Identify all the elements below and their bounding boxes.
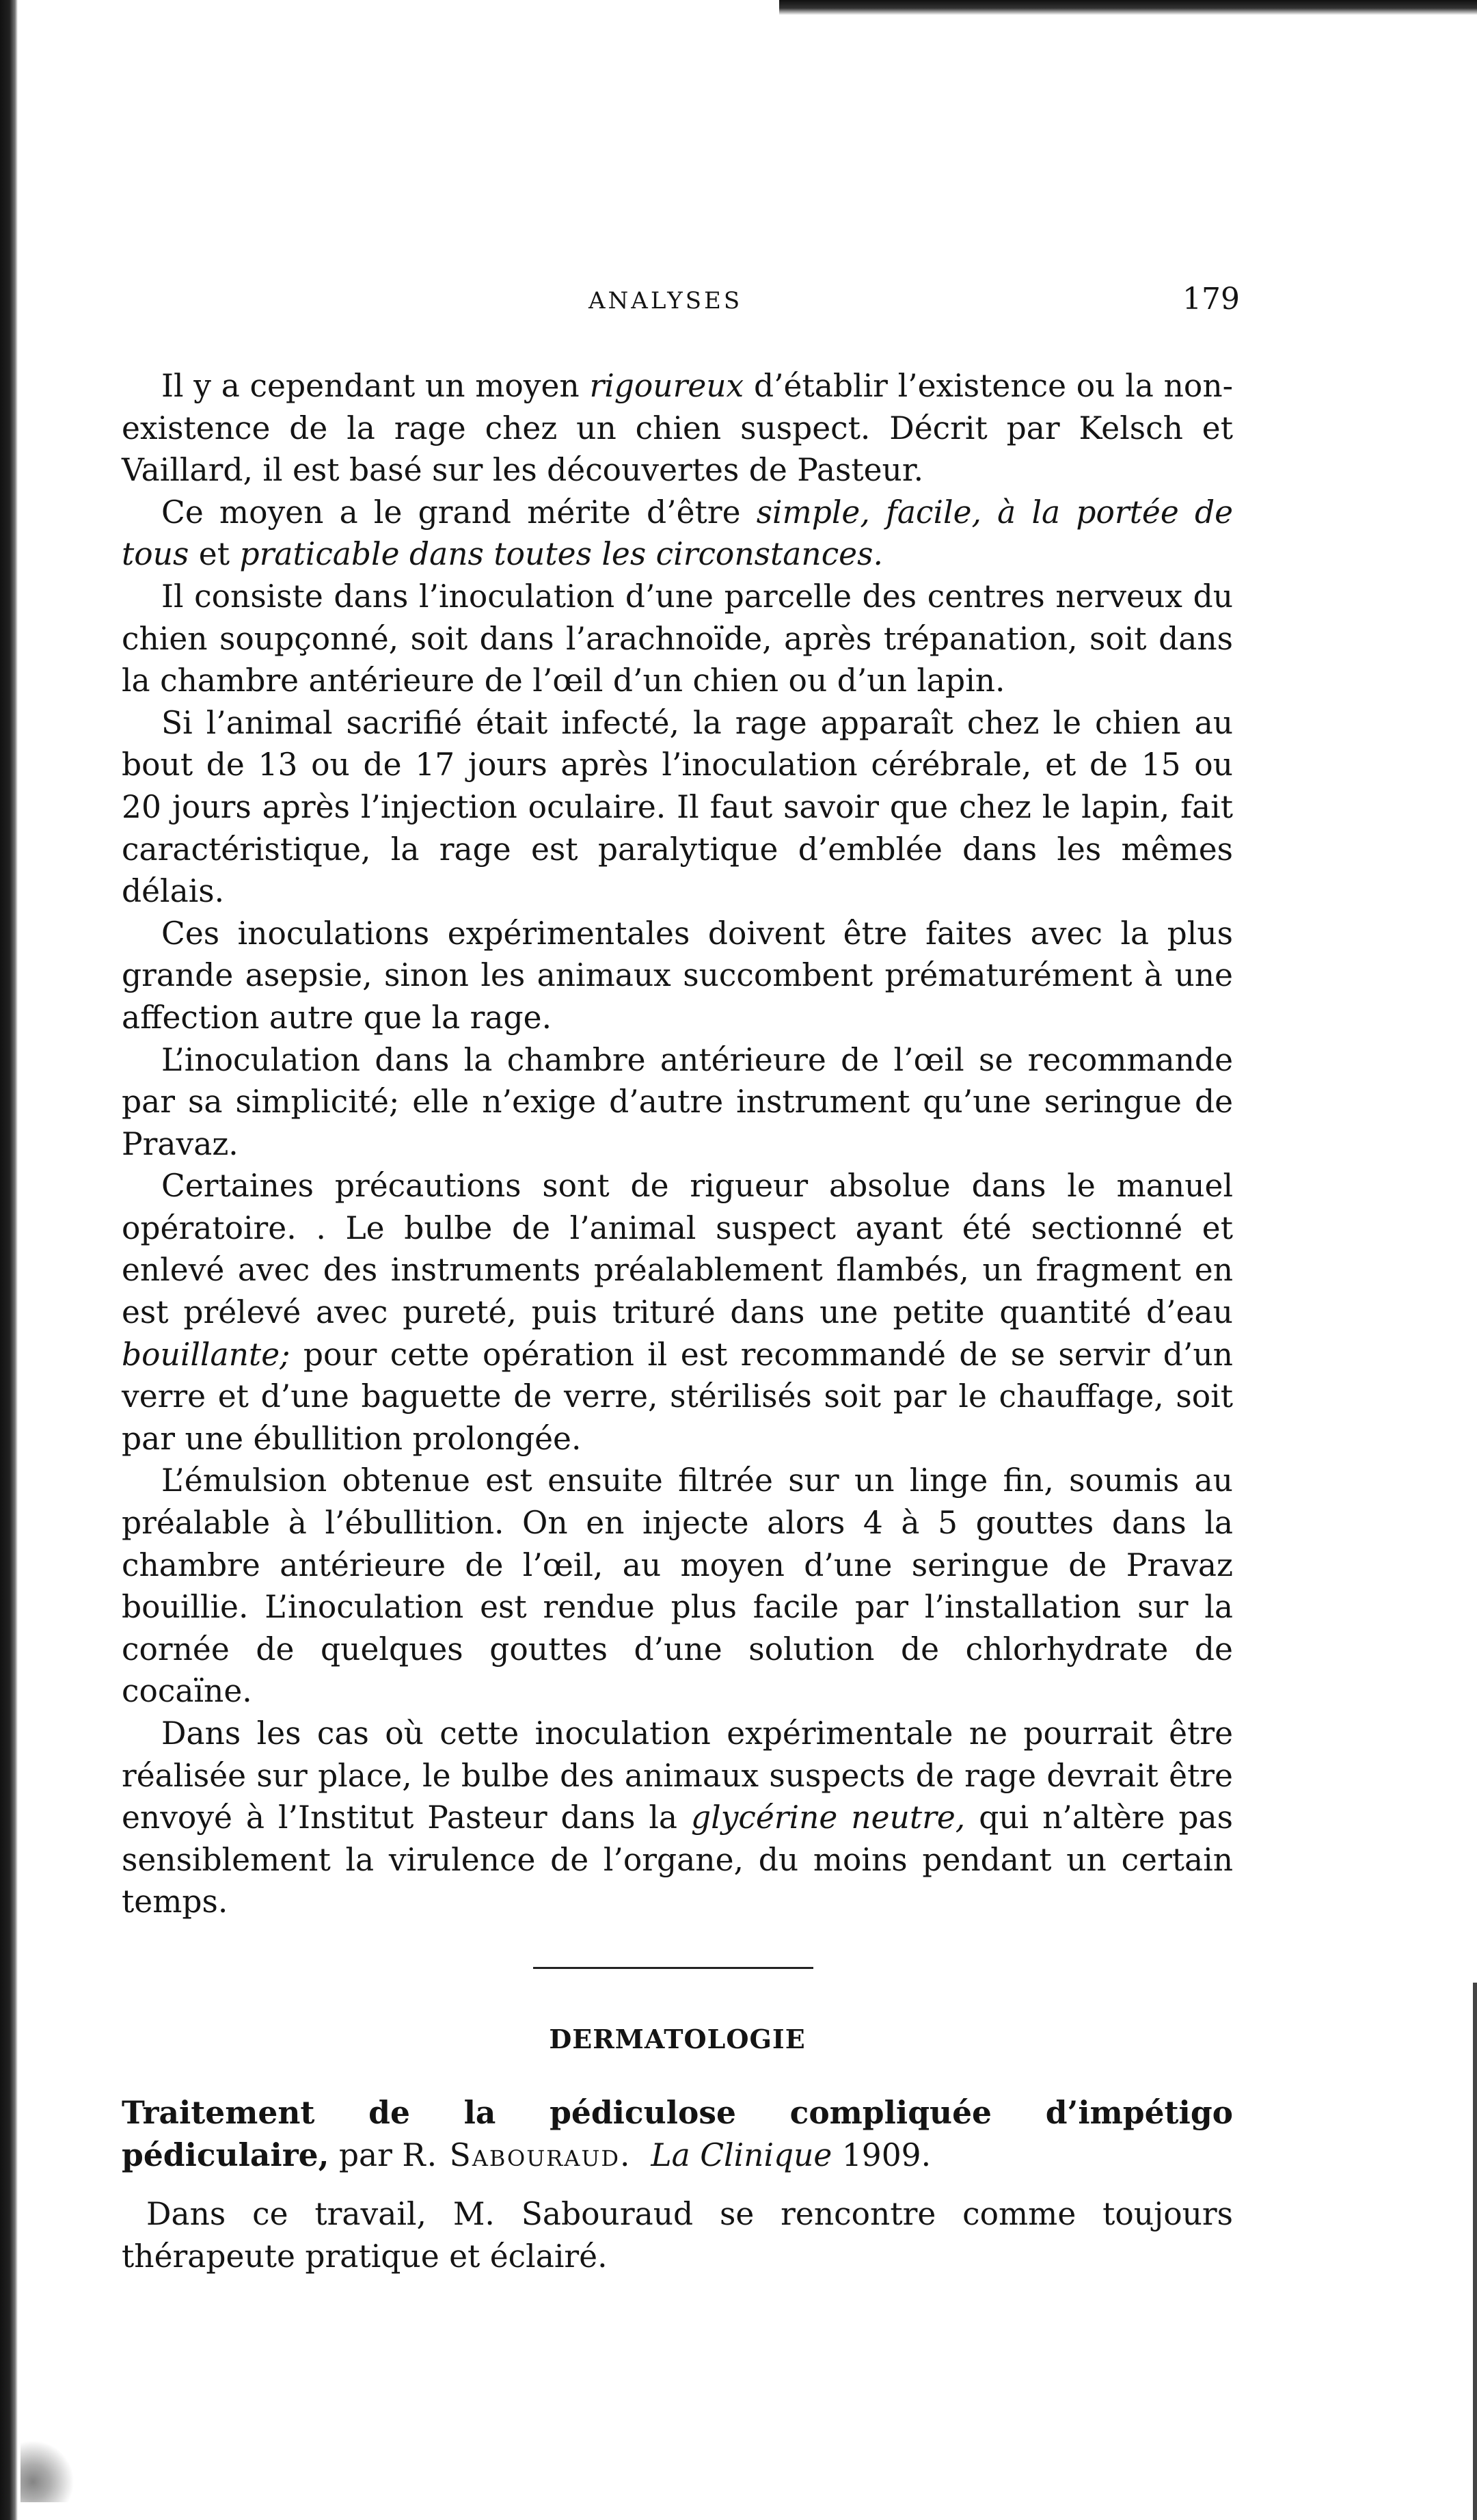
article-title: Traitement de la pédiculose compliquée d’impétigo pédiculaire, — [122, 2094, 1233, 2173]
article-year: 1909. — [832, 2136, 932, 2173]
paragraph-1-text-a: Il y a cependant un moyen — [161, 368, 590, 404]
paragraph-7-italic: bouillante; — [122, 1336, 290, 1373]
scan-edge-left — [0, 0, 18, 2520]
paragraph-3: Il consiste dans l’inoculation d’une parcelle des centres nerveux du chien soupçonné, soit dans l’arachnoïde, après trépanation, soit dans la chambre antérieure de l’œil d’un chien ou d’un lapin. — [122, 578, 1233, 699]
paragraph-2-italic-b: praticable dans toutes les circonstances. — [239, 536, 883, 573]
paragraph-1-text-b: d’établir l’existence ou la non-existence de la rage chez un chien suspect. Décrit par Kelsch et Vaillard, il est basé sur les découvertes de Pasteur. — [122, 368, 1233, 489]
article-body: Dans ce travail, M. Sabouraud se rencontre comme toujours thérapeute pratique et éclairé. — [122, 2196, 1233, 2275]
paragraph-1 — [122, 365, 1233, 492]
paragraph-7-text-b: pour cette opération il est recommandé de se servir d’un verre et d’une baguette de verre, stérilisés soit par le chauffage, soit par une ébullition prolongée. — [122, 1336, 1233, 1457]
paragraph-2-text-b: et — [189, 536, 240, 573]
paragraph-9-italic: glycérine neutre, — [691, 1799, 966, 1836]
running-head — [122, 282, 1240, 323]
scan-corner-mark — [21, 2434, 82, 2502]
section-divider — [533, 1967, 813, 1969]
paragraph-9 — [122, 1713, 1233, 1923]
paragraph-8: L’émulsion obtenue est ensuite filtrée sur un linge fin, soumis au préalable à l’ébullition. On en injecte alors 4 à 5 gouttes dans la chambre antérieure de l’œil, au moyen d’une seringue de Pravaz bouillie. L’inoculation est rendue plus facile par l’installation sur la cornée de quelques gouttes d’une solution de chlorhydrate de cocaïne. — [122, 1462, 1233, 1710]
section-heading: DERMATOLOGIE — [549, 2024, 806, 2054]
article-entry — [122, 2092, 1233, 2277]
running-head-title: ANALYSES — [588, 287, 743, 314]
paragraph-9-text-b: qui n’altère pas sensiblement la virulence de l’organe, du moins pendant un certain temps. — [122, 1799, 1234, 1920]
paragraph-2 — [122, 492, 1233, 576]
paragraph-7-text-a: Certaines précautions sont de rigueur absolue dans le manuel opératoire. . Le bulbe de l’animal suspect ayant été sectionné et enlevé avec des instruments préalablement flambés, un fragment en est prélevé avec pureté, puis trituré dans une petite quantité d’eau — [122, 1168, 1233, 1331]
scan-edge-right — [1473, 1983, 1477, 2520]
paragraph-4: Si l’animal sacrifié était infecté, la rage apparaît chez le chien au bout de 13 ou de 17 jours après l’inoculation cérébrale, et de 15 ou 20 jours après l’injection oculaire. Il faut savoir que chez le lapin, fait caractéristique, la rage est paralytique d’emblée dans les mêmes délais. — [122, 704, 1233, 910]
paragraph-2-text-a: Ce moyen a le grand mérite d’être — [161, 494, 757, 531]
paragraph-9-text-a: Dans les cas où cette inoculation expérimentale ne pourrait être réalisée sur place, le bulbe des animaux suspects de rage devrait être envoyé à l’Institut Pasteur dans la — [122, 1715, 1233, 1836]
paragraph-5: Ces inoculations expérimentales doivent être faites avec la plus grande asepsie, sinon les animaux succombent prématurément à une affection autre que la rage. — [122, 915, 1233, 1036]
paragraph-1-italic: rigoureux — [589, 368, 744, 404]
page-number: 179 — [1182, 282, 1240, 317]
body-text — [122, 365, 1233, 1923]
article-citation — [122, 2092, 1233, 2176]
article-journal: La Clinique — [651, 2136, 832, 2173]
paragraph-2-italic-a: simple, facile, à la portée de tous — [122, 494, 1234, 573]
article-by: par — [329, 2136, 403, 2173]
article-author: R. Sabouraud. — [402, 2136, 632, 2173]
paragraph-6: L’inoculation dans la chambre antérieure de l’œil se recommande par sa simplicité; elle n’exige d’autre instrument qu’une seringue de Pravaz. — [122, 1041, 1233, 1162]
scan-edge-top — [779, 0, 1477, 15]
paragraph-7 — [122, 1165, 1233, 1460]
